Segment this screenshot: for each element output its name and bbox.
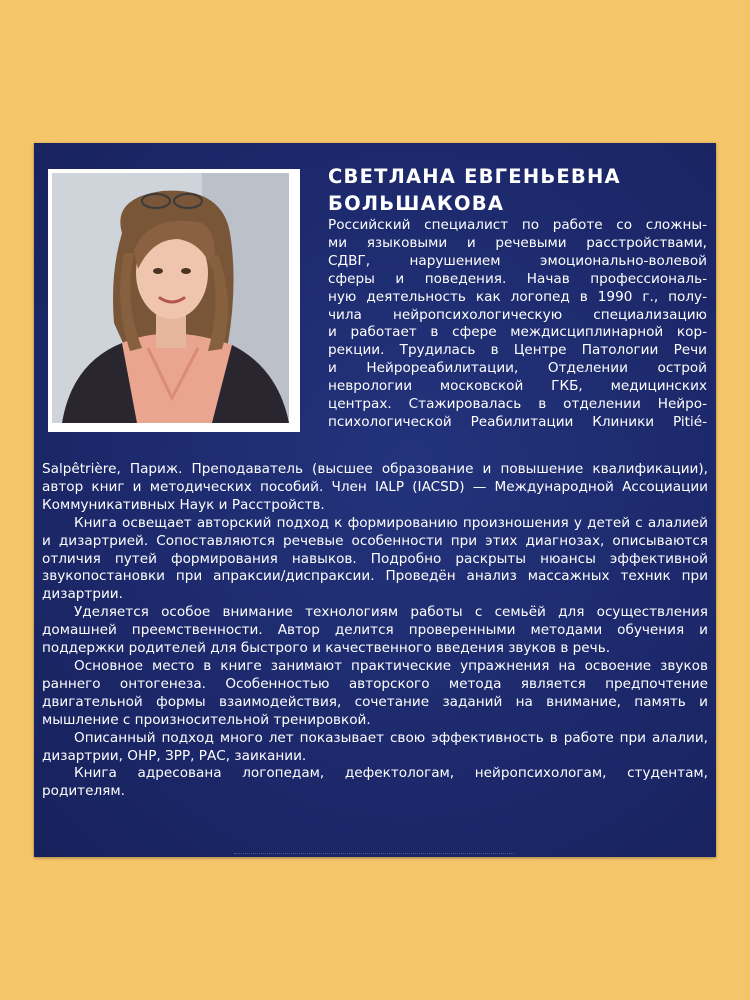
bio-line: и Нейрореабилитации, Отделении острой (328, 360, 707, 377)
author-photo (52, 173, 289, 423)
bio-continuation: Salpêtrière, Париж. Преподаватель (высшее образование и повышение квалификации), автор книг и методических пособий. Член IALP (IACSD) — Международной Ассоциации Коммуникативных Наук и Расстройств. (42, 461, 708, 513)
book-description (42, 461, 708, 801)
bio-line: СДВГ, нарушением эмоционально-волевой (328, 252, 707, 269)
bio-line: ми языковыми и речевыми расстройствами, (328, 234, 707, 251)
author-name-line2: БОЛЬШАКОВА (328, 192, 505, 215)
bio-line: психологической Реабилитации Клиники Pitié- (328, 413, 707, 430)
author-name-line1: СВЕТЛАНА ЕВГЕНЬЕВНА (328, 165, 621, 188)
bio-line: чила нейропсихологическую специализацию (328, 306, 707, 323)
description-paragraph: Книга освещает авторский подход к формированию произношения у детей с алалией и дизартрией. Сопоставляются речевые особенности при этих диагнозах, описываются отличия путей формирования навыков. Подробно раскрыты нюансы эффективной звукопостановки при апраксии/диспраксии. Проведён анализ массажных техник при дизартрии. (42, 514, 708, 603)
author-photo-frame (48, 169, 300, 432)
bio-line: и работает в сфере междисциплинарной кор- (328, 324, 707, 341)
author-name (328, 163, 708, 217)
decorative-dotted-line (234, 853, 514, 857)
description-paragraph: Книга адресована логопедам, дефектологам, нейропсихологам, студентам, родителям. (42, 765, 708, 800)
author-bio-top (328, 217, 707, 432)
bio-line: центрах. Стажировалась в отделении Нейро- (328, 396, 707, 413)
bio-line: Российский специалист по работе со сложны- (328, 217, 707, 233)
bio-line: рекции. Трудилась в Центре Патологии Речи (328, 342, 707, 359)
bio-line: ную деятельность как логопед в 1990 г., полу- (328, 288, 707, 305)
back-cover-panel (34, 143, 716, 857)
bio-line: неврологии московской ГКБ, медицинских (328, 378, 707, 395)
description-paragraph: Уделяется особое внимание технологиям работы с семьёй для осуществления домашней преемственности. Автор делится проверенными методами обучения и поддержки родителей для быстрого и качественного введения звуков в речь. (42, 604, 708, 657)
description-paragraph: Описанный подход много лет показывает свою эффективность в работе при алалии, дизартрии, ОНР, ЗРР, РАС, заикании. (42, 729, 708, 764)
description-paragraph: Основное место в книге занимают практические упражнения на освоение звуков раннего онтогенеза. Особенностью авторского метода является предпочтение двигательной формы взаимодействия, сочетание заданий на внимание, память и мышление с произносительной тренировкой. (42, 657, 708, 728)
bio-line: сферы и поведения. Начав профессиональ- (328, 270, 707, 287)
